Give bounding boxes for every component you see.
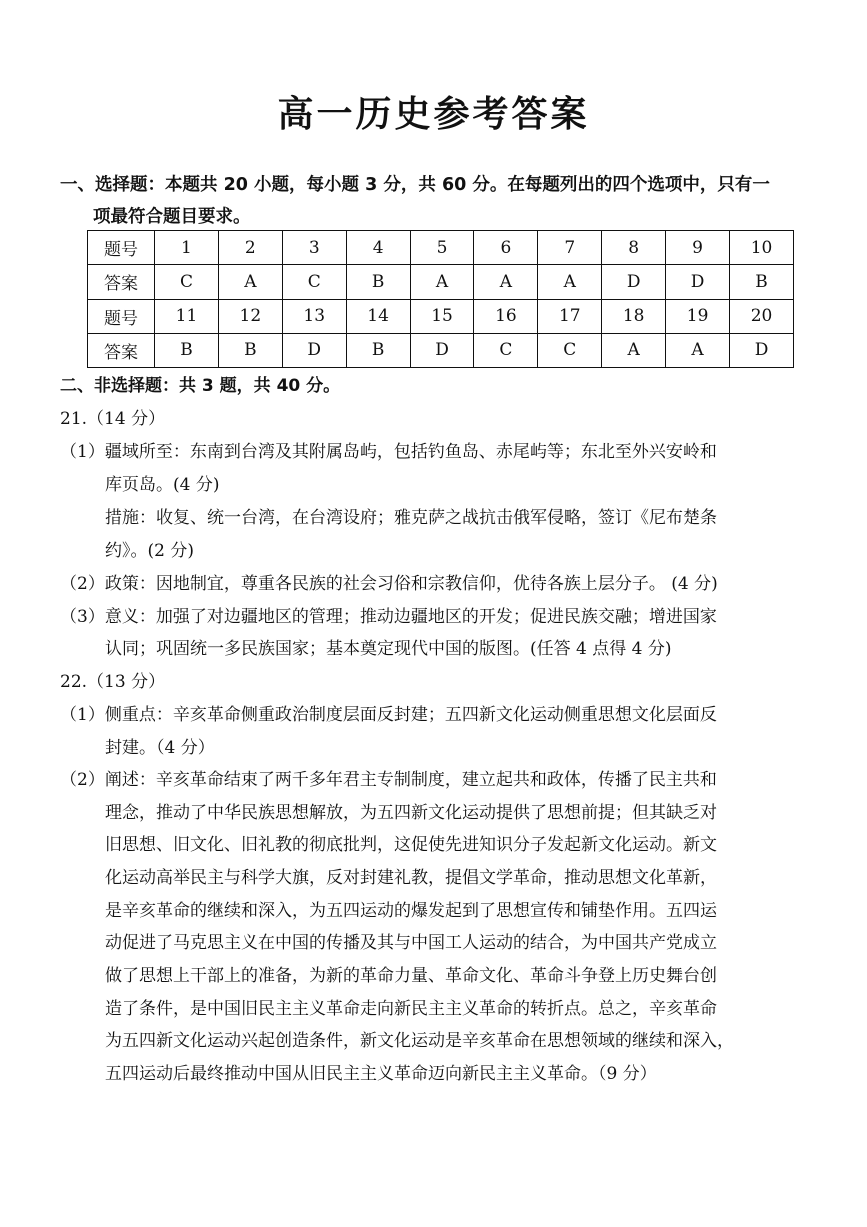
table-cell: 19 <box>666 299 730 333</box>
table-cell: C <box>282 265 346 299</box>
table-cell: 3 <box>282 231 346 265</box>
q22-part2-line9: 为五四新文化运动兴起创造条件，新文化运动是辛亥革命在思想领域的继续和深入， <box>105 1031 734 1051</box>
answer-table <box>87 230 794 368</box>
table-cell: 10 <box>730 231 794 265</box>
table-cell: C <box>155 265 219 299</box>
table-cell: 15 <box>410 299 474 333</box>
q22-part2-line2: 理念，推动了中华民族思想解放，为五四新文化运动提供了思想前提；但其缺乏对 <box>105 803 717 823</box>
q22-heading: 22.（13 分） <box>60 672 166 692</box>
table-cell: A <box>666 333 730 367</box>
table-cell: A <box>474 265 538 299</box>
section1-instruction-line1: 一、选择题：本题共 20 小题，每小题 3 分，共 60 分。在每题列出的四个选项中，只有一 <box>60 175 770 195</box>
table-cell: D <box>730 333 794 367</box>
table-cell: 6 <box>474 231 538 265</box>
table-cell: 7 <box>538 231 602 265</box>
table-cell: A <box>218 265 282 299</box>
table-cell: 12 <box>218 299 282 333</box>
table-cell: A <box>410 265 474 299</box>
row-label-question: 题号 <box>88 231 155 265</box>
table-row-numbers-1 <box>88 231 794 265</box>
table-cell: D <box>602 265 666 299</box>
q22-part1-line2: 封建。（4 分） <box>105 738 215 758</box>
table-cell: B <box>346 333 410 367</box>
row-label-answer: 答案 <box>88 333 155 367</box>
table-cell: C <box>474 333 538 367</box>
table-cell: 11 <box>155 299 219 333</box>
table-row-numbers-2 <box>88 299 794 333</box>
q22-part2-line4: 化运动高举民主与科学大旗，反对封建礼教，提倡文学革命，推动思想文化革新， <box>105 868 717 888</box>
table-cell: 18 <box>602 299 666 333</box>
table-cell: 13 <box>282 299 346 333</box>
table-cell: D <box>282 333 346 367</box>
section2-heading: 二、非选择题：共 3 题，共 40 分。 <box>60 376 341 396</box>
table-cell: 14 <box>346 299 410 333</box>
table-cell: D <box>666 265 730 299</box>
q22-part2-line7: 做了思想上干部上的准备，为新的革命力量、革命文化、革命斗争登上历史舞台创 <box>105 966 717 986</box>
q21-part3-line2: 认同；巩固统一多民族国家；基本奠定现代中国的版图。(任答 4 点得 4 分) <box>105 639 672 659</box>
q22-part2-line5: 是辛亥革命的继续和深入，为五四运动的爆发起到了思想宣传和铺垫作用。五四运 <box>105 901 717 921</box>
table-cell: 2 <box>218 231 282 265</box>
q21-part1-line3: 措施：收复、统一台湾，在台湾设府；雅克萨之战抗击俄军侵略，签订《尼布楚条 <box>105 508 717 528</box>
q21-part1-line2: 库页岛。(4 分) <box>105 475 220 495</box>
table-cell: B <box>346 265 410 299</box>
table-row-answers-2 <box>88 333 794 367</box>
q22-part2-line1: （2）阐述：辛亥革命结束了两千多年君主专制制度，建立起共和政体，传播了民主共和 <box>60 770 717 790</box>
row-label-answer: 答案 <box>88 265 155 299</box>
q21-part2-line1: （2）政策：因地制宜，尊重各民族的社会习俗和宗教信仰，优待各族上层分子。 (4 分) <box>60 574 718 594</box>
table-cell: 16 <box>474 299 538 333</box>
page-title: 高一历史参考答案 <box>277 94 590 135</box>
table-cell: B <box>155 333 219 367</box>
table-row-answers-1 <box>88 265 794 299</box>
q21-heading: 21.（14 分） <box>60 409 166 429</box>
table-cell: 1 <box>155 231 219 265</box>
table-cell: 9 <box>666 231 730 265</box>
table-cell: 4 <box>346 231 410 265</box>
q21-part1-line4: 约》。(2 分) <box>105 541 194 561</box>
q21-part3-line1: （3）意义：加强了对边疆地区的管理；推动边疆地区的开发；促进民族交融；增进国家 <box>60 607 717 627</box>
q21-part1-line1: （1）疆域所至：东南到台湾及其附属岛屿，包括钓鱼岛、赤尾屿等；东北至外兴安岭和 <box>60 442 717 462</box>
q22-part2-line8: 造了条件，是中国旧民主主义革命走向新民主主义革命的转折点。总之，辛亥革命 <box>105 999 717 1019</box>
q22-part2-line6: 动促进了马克思主义在中国的传播及其与中国工人运动的结合，为中国共产党成立 <box>105 933 717 953</box>
q22-part2-line10: 五四运动后最终推动中国从旧民主主义革命迈向新民主主义革命。（9 分） <box>105 1064 657 1084</box>
table-cell: B <box>218 333 282 367</box>
section1-instruction-line2: 项最符合题目要求。 <box>93 207 251 227</box>
q22-part1-line1: （1）侧重点：辛亥革命侧重政治制度层面反封建；五四新文化运动侧重思想文化层面反 <box>60 705 717 725</box>
row-label-question: 题号 <box>88 299 155 333</box>
table-cell: C <box>538 333 602 367</box>
table-cell: 8 <box>602 231 666 265</box>
table-cell: D <box>410 333 474 367</box>
table-cell: A <box>538 265 602 299</box>
table-cell: 20 <box>730 299 794 333</box>
q22-part2-line3: 旧思想、旧文化、旧礼教的彻底批判，这促使先进知识分子发起新文化运动。新文 <box>105 835 717 855</box>
table-cell: 5 <box>410 231 474 265</box>
table-cell: 17 <box>538 299 602 333</box>
table-cell: A <box>602 333 666 367</box>
table-cell: B <box>730 265 794 299</box>
